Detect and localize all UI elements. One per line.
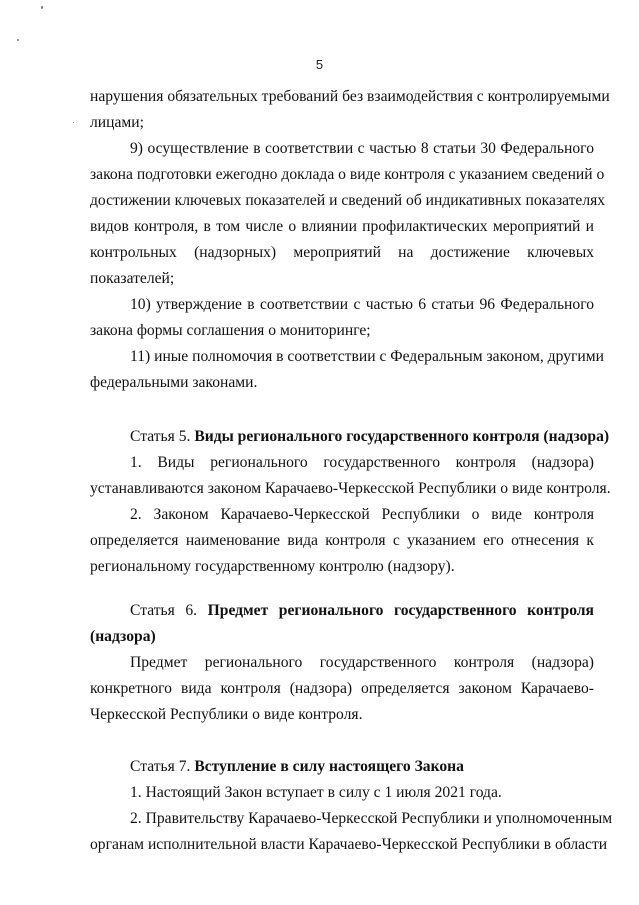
body-line: контрольных (надзорных) мероприятий на достижение ключевых (90, 244, 594, 261)
article-5-title: Виды регионального государственного контроля (надзора) (194, 428, 610, 445)
article-6-heading (130, 602, 594, 620)
body-line: нарушения обязательных требований без взаимодействия с контролируемыми (90, 88, 610, 105)
article-6-title: Предмет регионального государственного контроля (207, 602, 594, 619)
body-line: 10) утверждение в соответствии с частью 6 статьи 96 Федерального (130, 296, 594, 313)
article-7-title: Вступление в силу настоящего Закона (194, 758, 464, 775)
body-line: региональному государственному контролю (надзору). (90, 558, 455, 575)
article-6-title-cont: (надзора) (90, 628, 156, 645)
body-line: лицами; (90, 114, 144, 131)
article-6-heading-cont (90, 628, 156, 646)
body-line: Черкесской Республики о виде контроля. (90, 706, 363, 723)
page-number: 5 (315, 57, 324, 72)
body-line: видов контроля, в том числе о влиянии профилактических мероприятий и (90, 218, 594, 235)
article-7-prefix: Статья 7. (130, 758, 195, 775)
body-line: закона формы соглашения о мониторинге; (90, 322, 371, 339)
body-line: 2. Правительству Карачаево-Черкесской Республики и уполномоченным (130, 810, 613, 827)
body-line: 2. Законом Карачаево-Черкесской Республики о виде контроля (130, 506, 594, 523)
body-line: 11) иные полномочия в соответствии с Федеральным законом, другими (130, 348, 604, 365)
body-line: федеральными законами. (90, 374, 258, 391)
body-line: закона подготовки ежегодно доклада о виде контроля с указанием сведений о (90, 166, 605, 183)
article-5-heading (130, 428, 609, 446)
article-7-heading (130, 758, 464, 776)
body-line: органам исполнительной власти Карачаево-Черкесской Республики в области (90, 836, 608, 853)
body-line: 9) осуществление в соответствии с частью 8 статьи 30 Федерального (130, 140, 594, 157)
scan-speck (73, 122, 74, 123)
body-line: 1. Настоящий Закон вступает в силу с 1 июля 2021 года. (130, 784, 502, 801)
body-line: Предмет регионального государственного контроля (надзора) (130, 654, 594, 671)
scan-speck (17, 39, 19, 41)
body-line: устанавливаются законом Карачаево-Черкесской Республики о виде контроля. (90, 480, 611, 497)
scan-speck (41, 6, 43, 9)
body-line: конкретного вида контроля (надзора) определяется законом Карачаево- (90, 680, 594, 697)
article-5-prefix: Статья 5. (130, 428, 195, 445)
body-line: 1. Виды регионального государственного контроля (надзора) (130, 454, 594, 471)
body-line: показателей; (90, 270, 175, 287)
body-line: определяется наименование вида контроля с указанием его отнесения к (90, 532, 594, 549)
body-line: достижении ключевых показателей и сведений об индикативных показателях (90, 192, 606, 209)
article-6-prefix: Статья 6. (130, 602, 208, 619)
